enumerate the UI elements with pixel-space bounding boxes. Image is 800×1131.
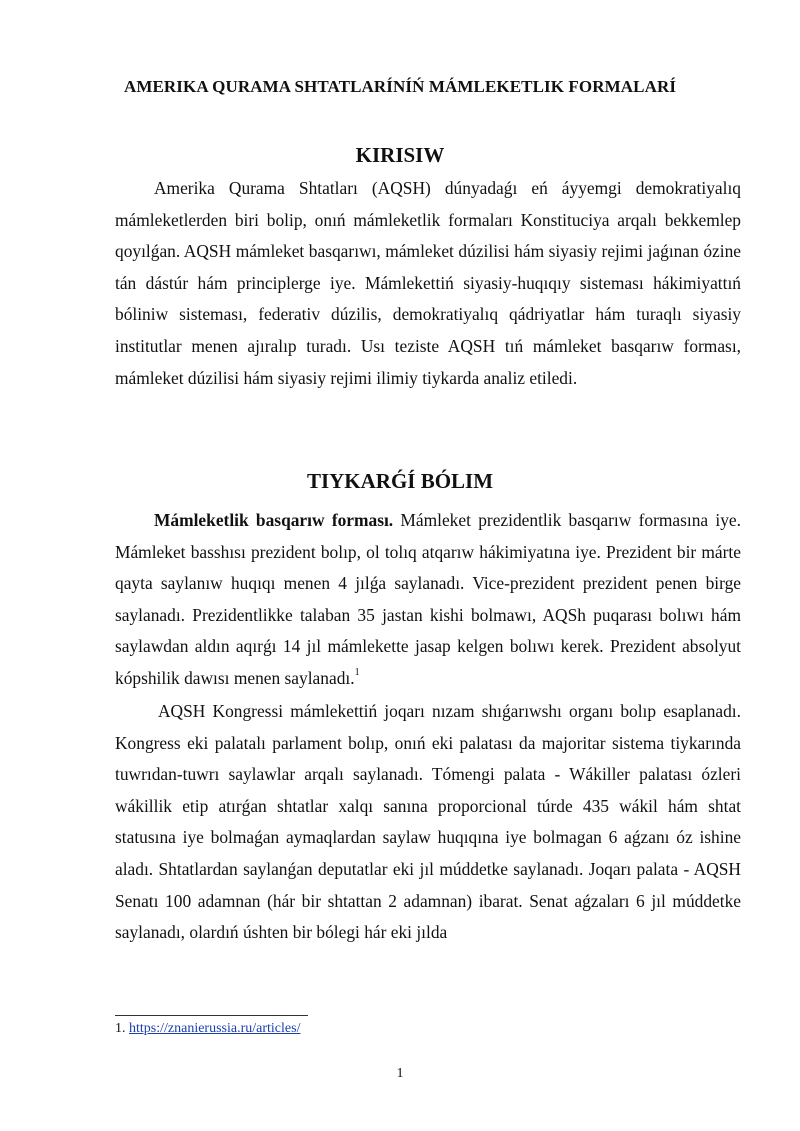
government-form-lead: Mámleketlik basqarıw forması. bbox=[154, 510, 394, 530]
page-number: 1 bbox=[396, 1066, 404, 1081]
footnote-link[interactable]: https://znanierussia.ru/articles/ bbox=[129, 1021, 301, 1036]
footnote-reference[interactable]: 1 bbox=[354, 667, 360, 679]
intro-heading: KIRISIW bbox=[355, 143, 445, 167]
main-section-heading: TIYKARǴÍ BÓLIM bbox=[306, 469, 494, 493]
government-form-paragraph bbox=[115, 505, 741, 695]
footnote-number: 1. bbox=[115, 1021, 126, 1036]
footnote bbox=[115, 1021, 300, 1037]
government-form-text: Mámleket prezidentlik basqarıw formasına iye. Mámleket basshısı prezident bolıp, ol tolıq atqarıw hákimiyatına iye. Prezident bir márte qayta saylanıw huqıqı menen 4 jılǵa saylanadı. Vice-prezident prezident penen birge saylanadı. Prezidentlikke talaban 35 jastan kishi bolmawı, AQSh puqarası bolıwı hám saylawdan aldın aqırǵı 14 jıl mámlekette jasap kelgen bolıwı kerek. Prezident absolyut kópshilik dawısı menen saylanadı. bbox=[115, 510, 741, 688]
document-title: AMERIKA QURAMA SHTATLARÍNÍŃ MÁMLEKETLIK FORMALARÍ bbox=[123, 77, 677, 96]
footnote-separator bbox=[115, 1015, 308, 1016]
intro-paragraph: Amerika Qurama Shtatları (AQSH) dúnyadaǵı eń áyyemgi demokratiyalıq mámleketlerden biri bolip, onıń mámleketlik formaları Konstituciya arqalı bekkemlep qoyılǵan. AQSH mámleket basqarıwı, mámleket dúzilisi hám siyasiy rejimi jaǵınan ózine tán dástúr hám principlerge iye. Mámlekettiń siyasiy-huqıqıy sisteması hákimiyattıń bóliniw sisteması, federativ dúzilis, demokratiyalıq qádriyatlar hám turaqlı siyasiy institutlar menen ajıralıp turadı. Usı teziste AQSH tıń mámleket basqarıw forması, mámleket dúzilisi hám siyasiy rejimi ilimiy tiykarda analiz etiledi. bbox=[115, 178, 741, 388]
congress-paragraph: AQSH Kongressi mámlekettiń joqarı nızam shıǵarıwshı organı bolıp esaplanadı. Kongress eki palatalı parlament bolıp, onıń eki palatası da majoritar sistema tiykarında tuwrıdan-tuwrı saylawlar arqalı saylanadı. Tómengi palata - Wákiller palatası ózleri wákillik etip atırǵan shtatlar xalqı sanına proporcional túrde 435 wákil hám shtat statusına iye bolmaǵan aymaqlardan saylaw huqıqına iye bolmagan 6 aǵzanı óz ishine aladı. Shtatlardan saylanǵan deputatlar eki jıl múddetke saylanadı. Joqarı palata - AQSH Senatı 100 adamnan (hár bir shtattan 2 adamnan) ibarat. Senat aǵzaları 6 jıl múddetke saylanadı, olardıń úshten bir bólegi hár eki jılda bbox=[115, 701, 741, 943]
